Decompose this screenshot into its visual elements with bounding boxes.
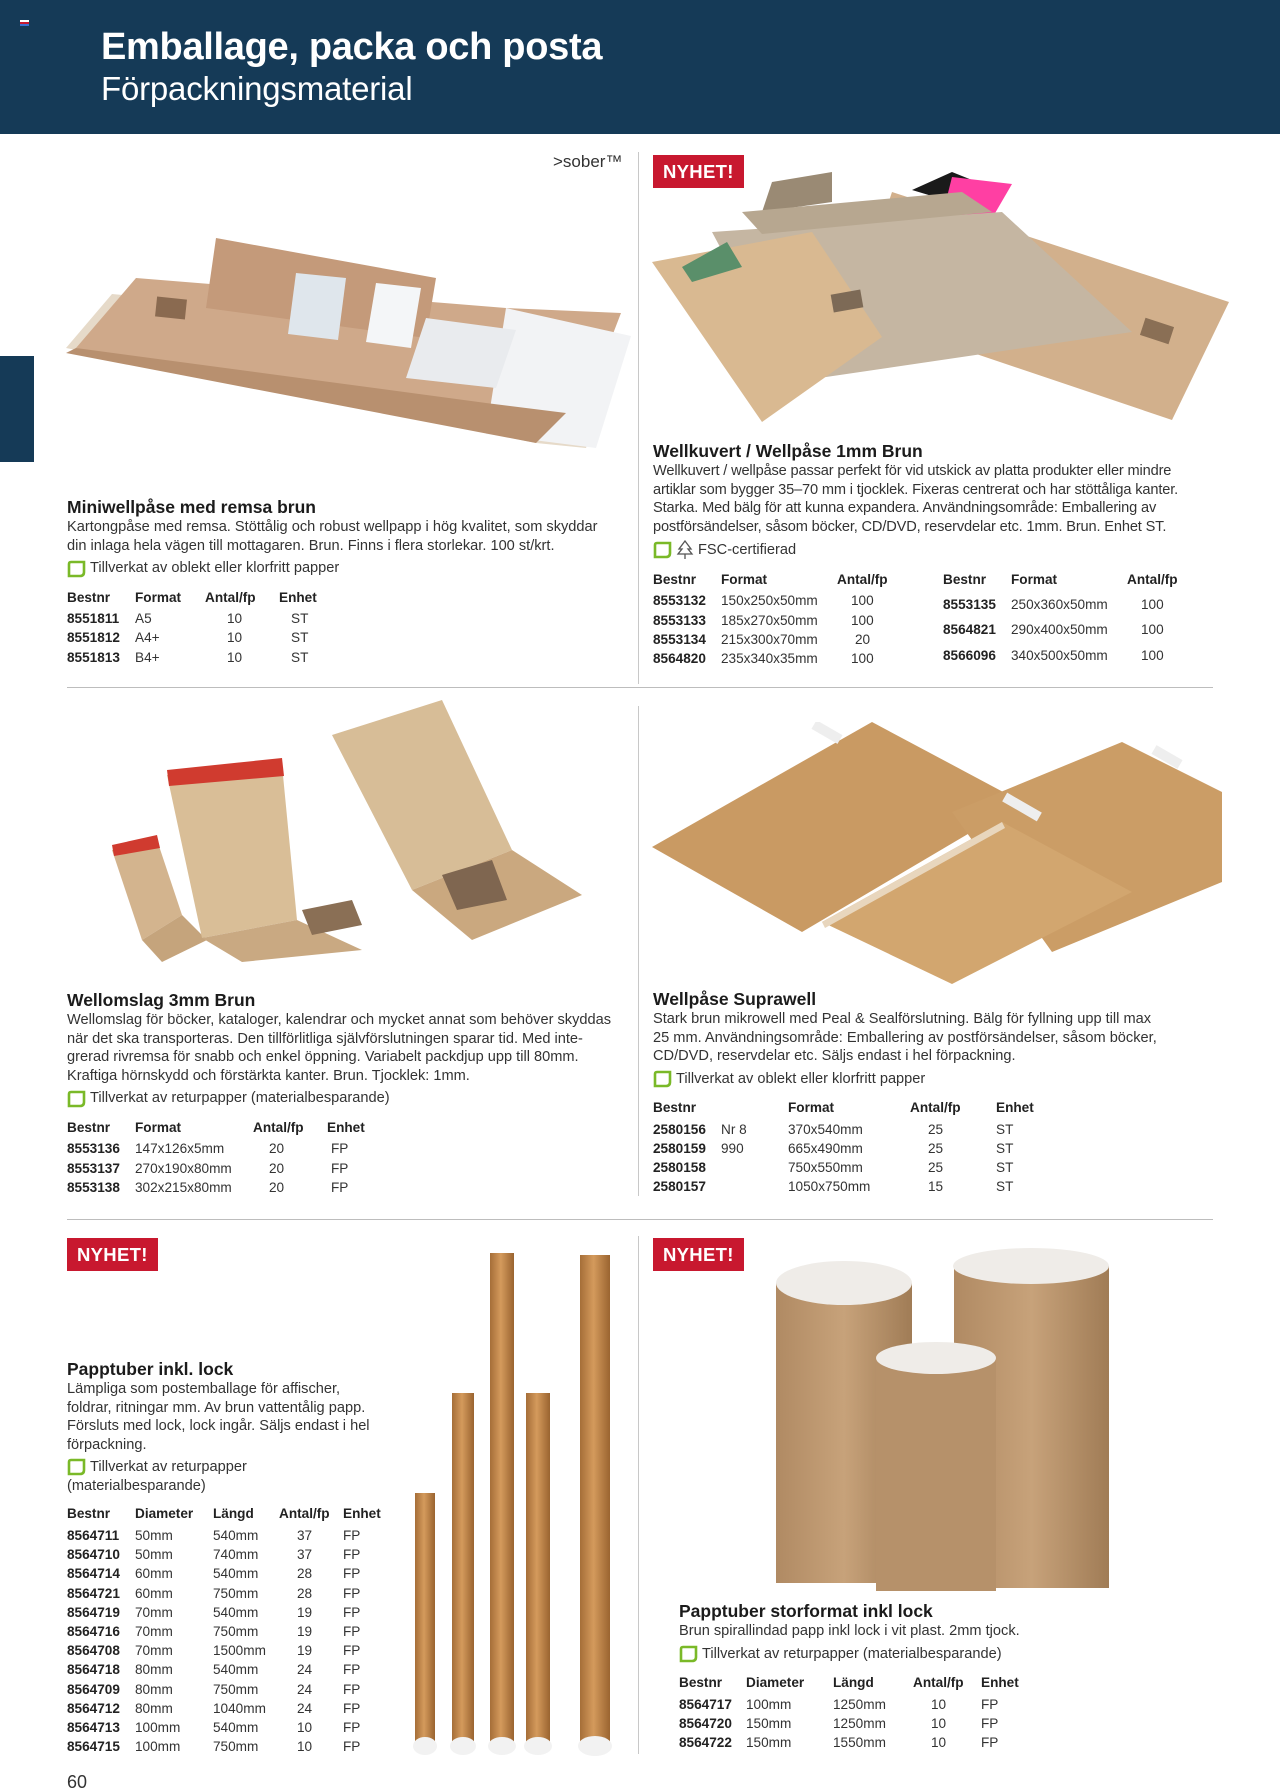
eco-certification: Tillverkat av oblekt eller klorfritt papper: [653, 1070, 1223, 1089]
row-divider: [67, 687, 1213, 688]
product-title: Miniwellpåse med remsa brun: [67, 497, 316, 517]
table-row: 8564722 150mm 1550mm 10 FP: [679, 1735, 999, 1751]
product-image-papptuber-storformat: [776, 1248, 1111, 1591]
page-subtitle: Förpackningsmaterial: [101, 70, 413, 107]
product-title: Wellpåse Suprawell: [653, 989, 817, 1009]
table-row: 8551811 A5 10 ST: [67, 611, 309, 627]
table-row: 8564714 60mm 540mm 28 FP: [67, 1566, 361, 1582]
table-row: 8564718 80mm 540mm 24 FP: [67, 1662, 361, 1678]
table-row: 8564708 70mm 1500mm 19 FP: [67, 1643, 361, 1659]
product-description: Kartongpåse med remsa. Stöttålig och robust wellpapp i hög kvalitet, som skyddar din inlaga hela vägen till mottagaren. Brun. Finns i flera storlekar. 100 st/krt.: [67, 519, 598, 554]
new-badge: NYHET!: [653, 155, 744, 188]
table-row: 8553132 150x250x50mm 100: [653, 593, 874, 609]
eco-leaf-icon: [67, 1458, 86, 1476]
product-description: Wellomslag för böcker, kataloger, kalendrar och mycket annat som behöver skyddas när det ska transporteras. Den tillförlitliga självförslutningen sparar tid. Med inte- grerad rivremsa för snabb och enkel öppning. Variabelt packdjup upp till 80mm. Kraftiga hörnskydd och förstärkta kanter. Brun. Tjocklek: 1mm.: [67, 1012, 612, 1084]
page-number: 60: [67, 1772, 88, 1792]
product-miniwellpase: [67, 497, 627, 667]
table-row: 8564711 50mm 540mm 37 FP: [67, 1528, 361, 1544]
new-badge: NYHET!: [67, 1238, 158, 1271]
product-image-suprawell: [652, 722, 1222, 984]
page-header: [0, 0, 1280, 134]
table-row: 8564709 80mm 750mm 24 FP: [67, 1681, 361, 1697]
table-row: 8564717 100mm 1250mm 10 FP: [679, 1696, 999, 1712]
fsc-certification: FSC-certifierad: [653, 540, 1223, 560]
eco-certification: Tillverkat av oblekt eller klorfritt papper: [67, 559, 627, 578]
row-divider: [67, 1219, 1213, 1220]
product-description: Wellkuvert / wellpåse passar perfekt för vid utskick av platta produkter eller mindre artiklar som bygger 35–70 mm i tjocklek. Fixeras centrerat och har stöttåliga kanter. Starka. Med bälg för att kunna expandera. Användningsområde: Emballering av postförsändelser, såsom böcker, CD/DVD, reservdelar etc. 1mm. Brun. Enhet ST.: [653, 463, 1179, 535]
product-title: Wellkuvert / Wellpåse 1mm Brun: [653, 441, 923, 461]
table-row: 8553138 302x215x80mm 20 FP: [67, 1179, 349, 1195]
column-divider: [638, 1236, 639, 1754]
eco-leaf-icon: [67, 560, 86, 578]
product-wellkuvert: [653, 441, 1223, 668]
product-table: Bestnr Diameter Längd Antal/fp Enhet 8564711 50mm 540mm 37 FP 8564710 50mm 740mm 37 FP 8564714 60mm 540mm 28 FP 8564721 60mm 750mm 28 FP 8564719 70mm 540mm 19 FP 8564716 70mm 750mm 19 FP 8564708 70mm 1500mm 19 FP 8564718 80mm 540mm 24 FP 8564709 80mm 750mm 24 FP 8564712 80mm 1040mm 24 FP 8564713 100mm 540mm 10 FP 8564715 100mm 750mm 10 FP: [67, 1505, 391, 1756]
eco-certification: Tillverkat av returpapper (materialbesparande): [67, 1089, 632, 1108]
table-row: 2580159 990 665x490mm 25 ST: [653, 1141, 1014, 1157]
product-image-wellkuvert: [652, 172, 1229, 430]
table-row: 8564719 70mm 540mm 19 FP: [67, 1604, 361, 1620]
table-row: 2580157 1050x750mm 15 ST: [653, 1179, 1014, 1195]
product-table: Bestnr Format Antal/fp Enhet 8553136 147x126x5mm 20 FP 8553137 270x190x80mm 20 FP 8553138 302x215x80mm 20 FP: [67, 1118, 387, 1197]
eco-certification: Tillverkat av returpapper: [67, 1458, 412, 1477]
product-description: Brun spirallindad papp inkl lock i vit plast. 2mm tjock.: [679, 1623, 1020, 1639]
table-row: 8564712 80mm 1040mm 24 FP: [67, 1700, 361, 1716]
table-row: 8551813 B4+ 10 ST: [67, 649, 309, 665]
table-row: 8564710 50mm 740mm 37 FP: [67, 1547, 361, 1563]
table-row: 8564820 235x340x35mm 100: [653, 651, 874, 667]
table-row: 8553135 250x360x50mm 100: [943, 596, 1164, 612]
table-row: 8564716 70mm 750mm 19 FP: [67, 1624, 361, 1639]
table-row: 2580156 Nr 8 370x540mm 25 ST: [653, 1121, 1014, 1137]
product-image-wellomslag: [112, 700, 582, 965]
table-row: 8564821 290x400x50mm 100: [943, 622, 1164, 638]
product-image-miniwellpase: [66, 238, 631, 453]
product-title: Papptuber storformat inkl lock: [679, 1601, 933, 1621]
product-suprawell: [653, 989, 1223, 1197]
table-row: 8553136 147x126x5mm 20 FP: [67, 1141, 349, 1157]
new-badge: NYHET!: [653, 1238, 744, 1271]
product-table: Bestnr Format Antal/fp Enhet 2580156 Nr 8 370x540mm 25 ST 2580159 990 665x490mm 25 ST 2580158 750x550mm 25 ST 2580157 1050x750mm 15 ST: [653, 1099, 1056, 1197]
product-title: Wellomslag 3mm Brun: [67, 990, 256, 1010]
table-row: 8564713 100mm 540mm 10 FP: [67, 1719, 361, 1735]
product-table: Bestnr Format Antal/fp Enhet 8551811 A5 10 ST 8551812 A4+ 10 ST 8551813 B4+ 10 ST: [67, 588, 339, 667]
eco-certification-continued: (materialbesparande): [67, 1478, 206, 1495]
product-papptuber: [67, 1359, 412, 1756]
eco-leaf-icon: [679, 1645, 698, 1663]
eco-leaf-icon: [653, 1070, 672, 1088]
flag-icon: [20, 20, 29, 26]
product-description: Stark brun mikrowell med Peal & Sealförslutning. Bälg för fyllning upp till max 25 mm. Användningsområde: Emballering av postförsändelser, såsom böcker, CD/DVD, reservdelar etc. Säljs endast i hel förpackning.: [653, 1011, 1157, 1065]
page-title: Emballage, packa och posta: [101, 26, 603, 68]
table-row: 2580158 750x550mm 25 ST: [653, 1160, 1014, 1176]
eco-certification: Tillverkat av returpapper (materialbesparande): [679, 1645, 1219, 1664]
product-description: Lämpliga som postemballage för affischer, foldrar, ritningar mm. Av brun vattentålig papp. Försluts med lock, lock ingår. Säljs endast i hel förpackning.: [67, 1381, 370, 1453]
eco-leaf-icon: [653, 541, 672, 559]
table-row: 8564721 60mm 750mm 28 FP: [67, 1585, 361, 1601]
eco-leaf-icon: [67, 1090, 86, 1108]
table-row: 8551812 A4+ 10 ST: [67, 630, 309, 646]
table-row: 8566096 340x500x50mm 100: [943, 647, 1164, 663]
column-divider: [638, 152, 639, 684]
product-table: Bestnr Diameter Längd Antal/fp Enhet 8564717 100mm 1250mm 10 FP 8564720 150mm 1250mm 10 FP 8564722 150mm 1550mm 10 FP: [679, 1674, 1029, 1753]
fsc-tree-icon: [676, 540, 694, 560]
table-row: 8553134 215x300x70mm 20: [653, 631, 871, 647]
table-row: 8553137 270x190x80mm 20 FP: [67, 1160, 349, 1176]
product-papptuber-storformat: [679, 1601, 1219, 1752]
product-table: Bestnr Format Antal/fp 8553135 250x360x50mm 100 8564821 290x400x50mm 100 8566096 340x500x50mm 100: [943, 570, 1209, 668]
product-title: Papptuber inkl. lock: [67, 1359, 234, 1379]
table-row: 8564715 100mm 750mm 10 FP: [67, 1739, 361, 1755]
product-table: Bestnr Format Antal/fp 8553132 150x250x50mm 100 8553133 185x270x50mm 100 8553134 215x300x70mm 20 8564820 235x340x35mm 100: [653, 570, 919, 668]
column-divider: [638, 706, 639, 1196]
table-row: 8564720 150mm 1250mm 10 FP: [679, 1715, 999, 1731]
product-wellomslag: [67, 990, 632, 1197]
brand-logo: >sober™: [553, 152, 623, 171]
side-tab-marker: [0, 356, 34, 462]
table-row: 8553133 185x270x50mm 100: [653, 612, 874, 628]
product-image-papptuber: [410, 1248, 635, 1758]
